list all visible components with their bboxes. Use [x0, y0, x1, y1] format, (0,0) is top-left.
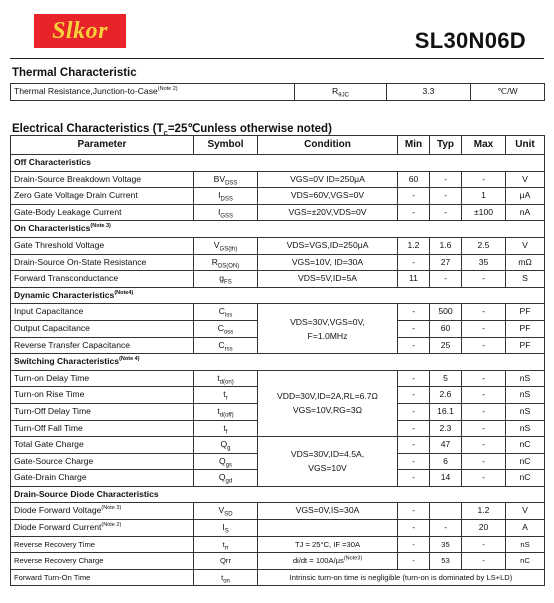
header-max: Max [462, 136, 506, 155]
unit-cell: S [506, 271, 545, 288]
table-row [11, 304, 545, 321]
typ-cell: 14 [430, 470, 462, 487]
param-cell: Reverse Recovery Time [11, 536, 194, 553]
section-row [11, 486, 545, 503]
max-cell: - [462, 271, 506, 288]
unit-cell: mΩ [506, 254, 545, 271]
symbol-cell: $I_{DSS}$ [194, 188, 258, 205]
thermal-row [11, 84, 545, 101]
table-row [11, 536, 545, 553]
min-cell: - [398, 520, 430, 537]
table-row [11, 520, 545, 537]
section-row [11, 155, 545, 172]
header-condition: Condition [258, 136, 398, 155]
condition-cell: VDS=5V,ID=5A [258, 271, 398, 288]
condition-cell: VGS=10V, ID=30A [258, 254, 398, 271]
max-cell: ±100 [462, 204, 506, 221]
symbol-cell: $Q_{gd}$ [194, 470, 258, 487]
typ-cell: 2.3 [430, 420, 462, 437]
max-cell: - [462, 320, 506, 337]
condition-cell: VGS=0V ID=250μA [258, 171, 398, 188]
param-cell: Diode Forward Voltage$^{(Note 3)}$ [11, 503, 194, 520]
typ-cell: 53 [430, 553, 462, 570]
typ-cell: 35 [430, 536, 462, 553]
param-cell: Drain-Source Breakdown Voltage [11, 171, 194, 188]
header-typ: Typ [430, 136, 462, 155]
condition-cell: TJ = 25°C, IF =30A [258, 536, 398, 553]
unit-cell: PF [506, 320, 545, 337]
unit-cell: nS [506, 387, 545, 404]
min-cell: 11 [398, 271, 430, 288]
min-cell: 60 [398, 171, 430, 188]
section-row [11, 221, 545, 238]
min-cell: - [398, 387, 430, 404]
part-number: SL30N06D [414, 28, 526, 53]
min-cell: - [398, 437, 430, 454]
param-cell: Gate-Body Leakage Current [11, 204, 194, 221]
param-cell: Gate-Drain Charge [11, 470, 194, 487]
thermal-symbol: $R_{\theta JC}$ [295, 84, 387, 101]
min-cell: 1.2 [398, 237, 430, 254]
max-cell: 20 [462, 520, 506, 537]
symbol-cell: $BV_{DSS}$ [194, 171, 258, 188]
unit-cell: V [506, 503, 545, 520]
typ-cell: 25 [430, 337, 462, 354]
unit-cell: nA [506, 204, 545, 221]
max-cell: - [462, 171, 506, 188]
unit-cell: PF [506, 304, 545, 321]
param-cell: Turn-on Rise Time [11, 387, 194, 404]
max-cell: - [462, 387, 506, 404]
min-cell: - [398, 254, 430, 271]
table-header [11, 136, 545, 155]
section-row [11, 354, 545, 371]
min-cell: - [398, 403, 430, 420]
min-cell: - [398, 304, 430, 321]
param-cell: Gate-Source Charge [11, 453, 194, 470]
max-cell: - [462, 370, 506, 387]
typ-cell [430, 503, 462, 520]
symbol-cell: $t_r$ [194, 387, 258, 404]
thermal-value: 3.3 [387, 84, 471, 101]
typ-cell: - [430, 520, 462, 537]
thermal-param: Thermal Resistance,Junction-to-Case$^{(Note 2)}$ [11, 84, 295, 101]
min-cell: - [398, 370, 430, 387]
symbol-cell: $t_{d(on)}$ [194, 370, 258, 387]
symbol-cell: $t_{d(off)}$ [194, 403, 258, 420]
typ-cell: - [430, 188, 462, 205]
param-cell: Diode Forward Current$^{(Note 2)}$ [11, 520, 194, 537]
section-row [11, 287, 545, 304]
symbol-cell: $C_{rss}$ [194, 337, 258, 354]
table-row [11, 171, 545, 188]
unit-cell: PF [506, 337, 545, 354]
section-title: Drain-Source Diode Characteristics [11, 486, 545, 503]
condition-cell: VGS=±20V,VDS=0V [258, 204, 398, 221]
param-cell: Turn-on Delay Time [11, 370, 194, 387]
min-cell: - [398, 420, 430, 437]
condition-cell: VDS=60V,VGS=0V [258, 188, 398, 205]
table-row [11, 188, 545, 205]
max-cell: - [462, 403, 506, 420]
param-cell: Gate Threshold Voltage [11, 237, 194, 254]
typ-cell: 5 [430, 370, 462, 387]
section-title: Off Characteristics [11, 155, 545, 172]
typ-cell: 16.1 [430, 403, 462, 420]
max-cell: - [462, 420, 506, 437]
unit-cell: nS [506, 403, 545, 420]
min-cell: - [398, 553, 430, 570]
table-row [11, 437, 545, 454]
max-cell: 2.5 [462, 237, 506, 254]
header-min: Min [398, 136, 430, 155]
symbol-cell: $C_{iss}$ [194, 304, 258, 321]
header-unit: Unit [506, 136, 545, 155]
slkor-logo: Slkor [34, 14, 126, 48]
symbol-cell: $V_{SD}$ [194, 503, 258, 520]
min-cell: - [398, 470, 430, 487]
symbol-cell: $C_{oss}$ [194, 320, 258, 337]
unit-cell: nS [506, 370, 545, 387]
symbol-cell: $t_{on}$ [194, 569, 258, 586]
min-cell: - [398, 188, 430, 205]
table-row [11, 237, 545, 254]
unit-cell: nS [506, 420, 545, 437]
param-cell: Reverse Transfer Capacitance [11, 337, 194, 354]
symbol-cell: $g_{FS}$ [194, 271, 258, 288]
symbol-cell: $I_S$ [194, 520, 258, 537]
table-row [11, 503, 545, 520]
min-cell: - [398, 204, 430, 221]
param-cell: Forward Transconductance [11, 271, 194, 288]
unit-cell: A [506, 520, 545, 537]
symbol-cell: Qrr [194, 553, 258, 570]
param-cell: Turn-Off Fall Time [11, 420, 194, 437]
typ-cell: - [430, 171, 462, 188]
section-title: On Characteristics$^{(Note 3)}$ [11, 221, 545, 238]
header-rule [10, 58, 544, 59]
max-cell: 35 [462, 254, 506, 271]
turn-on-note: Intrinsic turn-on time is negligible (turn-on is dominated by LS+LD) [258, 569, 545, 586]
condition-cell: VDS=30V,ID=4.5A, VGS=10V [258, 437, 398, 487]
condition-cell: VDD=30V,ID=2A,RL=6.7Ω VGS=10V,RG=3Ω [258, 370, 398, 436]
max-cell: - [462, 304, 506, 321]
symbol-cell: $R_{DS(ON)}$ [194, 254, 258, 271]
condition-cell: VGS=0V,IS=30A [258, 503, 398, 520]
min-cell: - [398, 337, 430, 354]
param-cell: Zero Gate Voltage Drain Current [11, 188, 194, 205]
param-cell: Forward Turn-On Time [11, 569, 194, 586]
unit-cell: nC [506, 437, 545, 454]
symbol-cell: $t_f$ [194, 420, 258, 437]
param-cell: Total Gate Charge [11, 437, 194, 454]
table-row [11, 204, 545, 221]
min-cell: - [398, 503, 430, 520]
electrical-title: Electrical Characteristics ($T_C=25℃unless$ otherwise noted) [12, 123, 332, 138]
condition-cell: $di/dt = 100A/\mu s^{(Note3)}$ [258, 553, 398, 570]
header-symbol: Symbol [194, 136, 258, 155]
min-cell: - [398, 453, 430, 470]
unit-cell: V [506, 171, 545, 188]
typ-cell: 6 [430, 453, 462, 470]
param-cell: Turn-Off Delay Time [11, 403, 194, 420]
max-cell: - [462, 337, 506, 354]
unit-cell: V [506, 237, 545, 254]
table-row [11, 569, 545, 586]
symbol-cell: $I_{GSS}$ [194, 204, 258, 221]
unit-cell: nC [506, 553, 545, 570]
max-cell: - [462, 470, 506, 487]
electrical-table [10, 135, 545, 586]
typ-cell: 60 [430, 320, 462, 337]
condition-cell: VDS=VGS,ID=250μA [258, 237, 398, 254]
typ-cell: 500 [430, 304, 462, 321]
typ-cell: 2.6 [430, 387, 462, 404]
unit-cell: μA [506, 188, 545, 205]
symbol-cell: $t_{rr}$ [194, 536, 258, 553]
table-row [11, 254, 545, 271]
param-cell: Input Capacitance [11, 304, 194, 321]
unit-cell: nS [506, 536, 545, 553]
thermal-title: Thermal Characteristic [12, 67, 137, 79]
thermal-unit: ℃/W [471, 84, 545, 101]
max-cell: - [462, 437, 506, 454]
table-row [11, 553, 545, 570]
max-cell: 1 [462, 188, 506, 205]
thermal-table [10, 83, 545, 101]
min-cell: - [398, 320, 430, 337]
typ-cell: - [430, 204, 462, 221]
symbol-cell: $V_{GS(th)}$ [194, 237, 258, 254]
param-cell: Output Capacitance [11, 320, 194, 337]
table-row [11, 370, 545, 387]
symbol-cell: $Q_{gs}$ [194, 453, 258, 470]
max-cell: 1.2 [462, 503, 506, 520]
param-cell: Reverse Recovery Charge [11, 553, 194, 570]
condition-cell [258, 520, 398, 537]
max-cell: - [462, 536, 506, 553]
typ-cell: 47 [430, 437, 462, 454]
header-parameter: Parameter [11, 136, 194, 155]
section-title: Switching Characteristics$^{(Note 4)}$ [11, 354, 545, 371]
max-cell: - [462, 553, 506, 570]
table-row [11, 271, 545, 288]
unit-cell: nC [506, 453, 545, 470]
condition-cell: VDS=30V,VGS=0V, F=1.0MHz [258, 304, 398, 354]
typ-cell: 27 [430, 254, 462, 271]
typ-cell: - [430, 271, 462, 288]
symbol-cell: $Q_g$ [194, 437, 258, 454]
param-cell: Drain-Source On-State Resistance [11, 254, 194, 271]
max-cell: - [462, 453, 506, 470]
unit-cell: nC [506, 470, 545, 487]
section-title: Dynamic Characteristics$^{(Note4)}$ [11, 287, 545, 304]
min-cell: - [398, 536, 430, 553]
typ-cell: 1.6 [430, 237, 462, 254]
